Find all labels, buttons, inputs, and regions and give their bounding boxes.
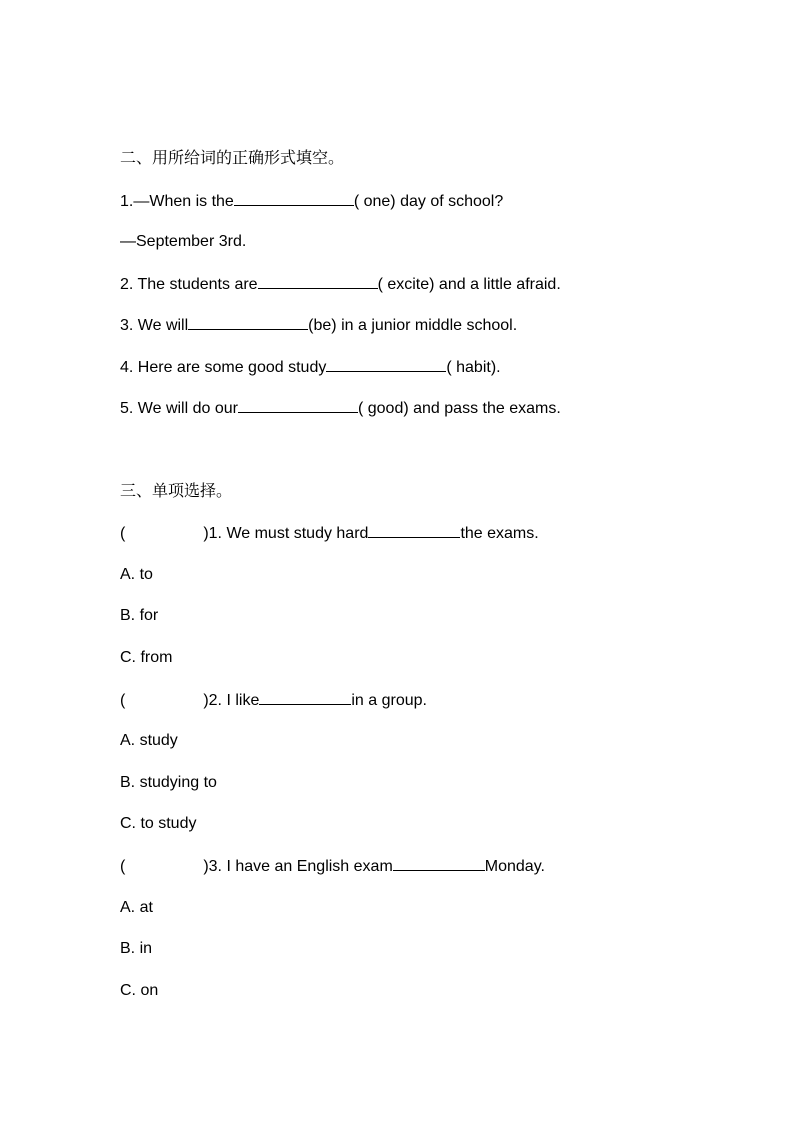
- section3-heading: 三、单项选择。: [120, 481, 233, 500]
- s3-q1-prefix: )1. We must study hard: [203, 525, 369, 542]
- s2-q1-blank[interactable]: [234, 191, 354, 206]
- s3-q3-blank[interactable]: [393, 856, 485, 871]
- section2-heading: 二、用所给词的正确形式填空。: [120, 148, 345, 167]
- s3-q1-blank[interactable]: [368, 523, 460, 538]
- s2-question-2: [120, 274, 561, 295]
- s3-q3-option-a: A. at: [120, 899, 153, 916]
- s3-question-2: [120, 690, 427, 711]
- s2-question-1: [120, 191, 503, 212]
- s3-q2-option-b: B. studying to: [120, 774, 217, 791]
- s3-q1-option-b: B. for: [120, 607, 159, 624]
- s2-question-5: [120, 398, 561, 419]
- s2-q2-blank[interactable]: [258, 274, 378, 289]
- s2-q5-blank[interactable]: [238, 398, 358, 413]
- s3-q2-prefix: )2. I like: [203, 692, 260, 709]
- s2-q3-suffix: (be) in a junior middle school.: [308, 317, 518, 334]
- s2-q1-answer: —September 3rd.: [120, 233, 247, 250]
- s3-q1-option-c: C. from: [120, 649, 173, 666]
- s2-q3-blank[interactable]: [188, 315, 308, 330]
- s2-q4-suffix: ( habit).: [446, 359, 501, 376]
- s3-q3-option-b: B. in: [120, 940, 153, 957]
- s2-question-4: [120, 357, 501, 378]
- s2-q1-suffix: ( one) day of school?: [353, 193, 504, 210]
- s2-q3-prefix: 3. We will: [120, 317, 189, 334]
- s2-q4-prefix: 4. Here are some good study: [120, 359, 327, 376]
- s2-q5-prefix: 5. We will do our: [120, 400, 238, 417]
- s3-q2-option-c: C. to study: [120, 815, 197, 832]
- s2-q2-suffix: ( excite) and a little afraid.: [377, 276, 561, 293]
- s3-q3-prefix: )3. I have an English exam: [203, 858, 393, 875]
- s2-q5-suffix: ( good) and pass the exams.: [357, 400, 561, 417]
- s3-q3-option-c: C. on: [120, 982, 159, 999]
- s2-q4-blank[interactable]: [326, 357, 446, 372]
- s3-question-3: [120, 856, 545, 877]
- s3-q2-open-paren: (: [120, 692, 126, 709]
- s3-q1-option-a: A. to: [120, 566, 153, 583]
- s3-q2-suffix: in a group.: [351, 692, 427, 709]
- s3-q3-suffix: Monday.: [484, 858, 545, 875]
- s2-q2-prefix: 2. The students are: [120, 276, 258, 293]
- s3-q2-blank[interactable]: [259, 690, 351, 705]
- s3-q2-option-a: A. study: [120, 732, 178, 749]
- s2-question-3: [120, 315, 517, 336]
- s3-q1-open-paren: (: [120, 525, 126, 542]
- s3-q3-open-paren: (: [120, 858, 126, 875]
- s3-question-1: [120, 523, 539, 544]
- s2-q1-prefix: 1.—When is the: [120, 193, 234, 210]
- s3-q1-suffix: the exams.: [460, 525, 539, 542]
